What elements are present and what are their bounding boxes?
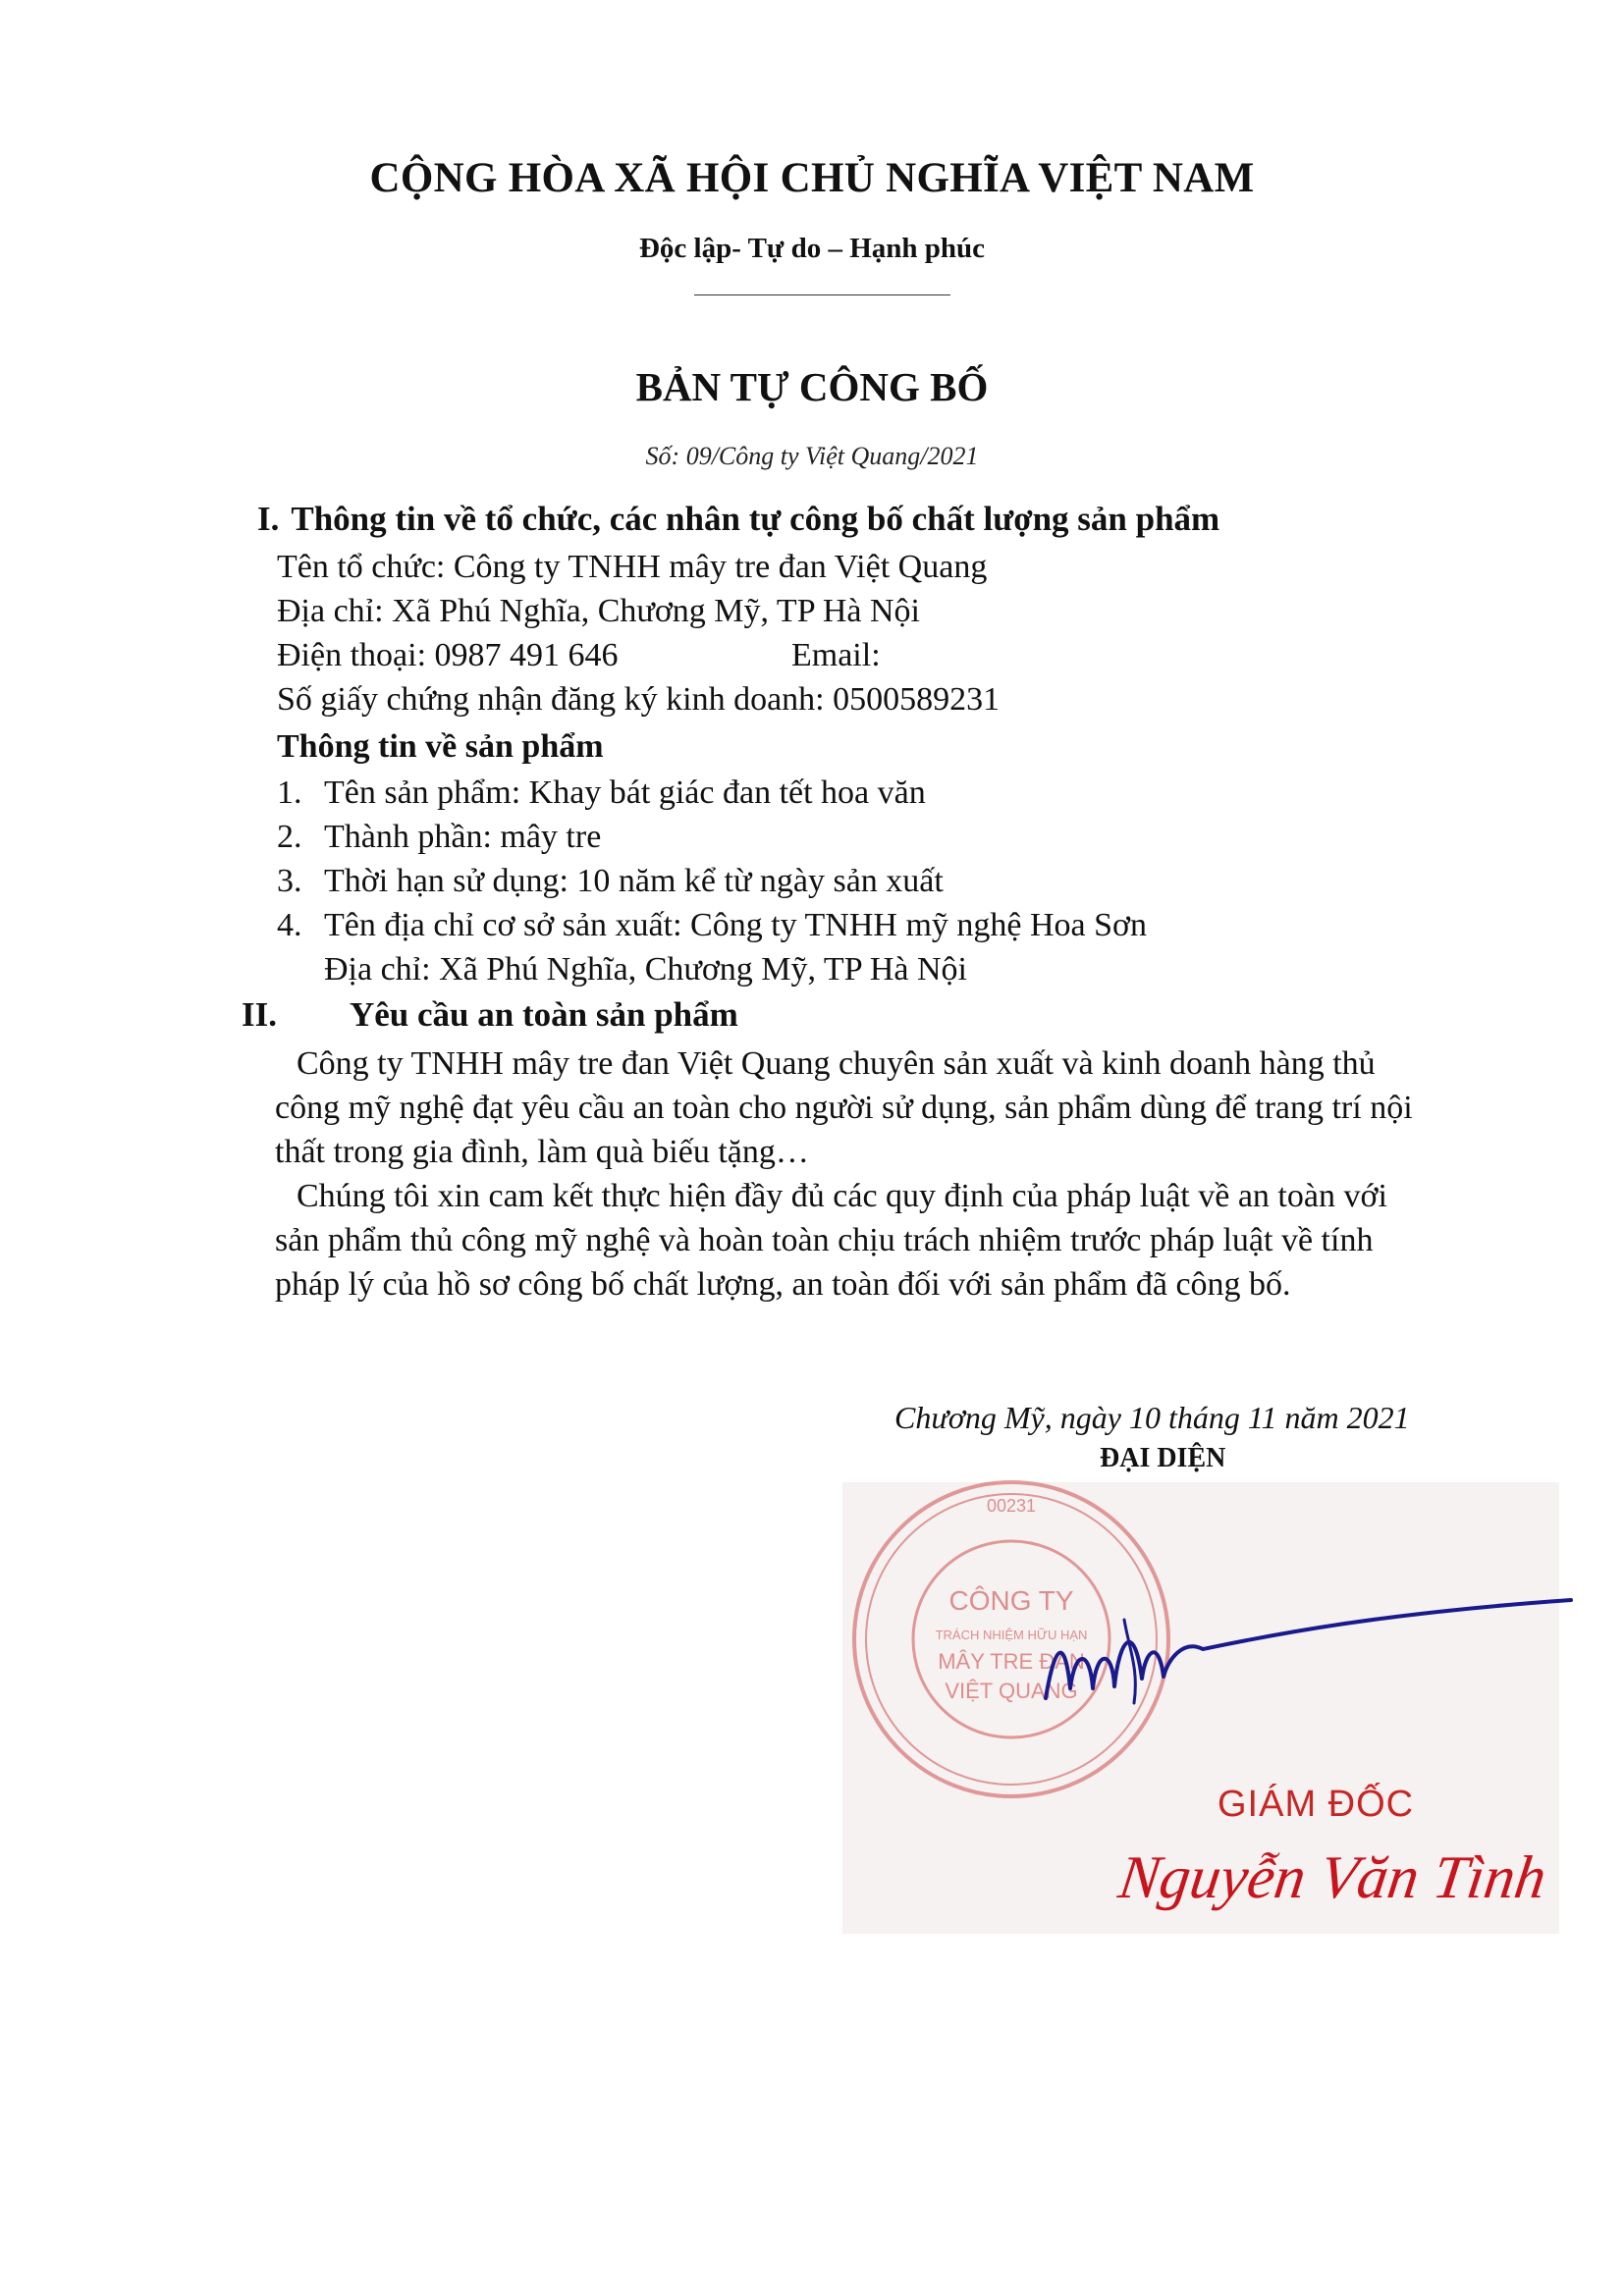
org-phone: Điện thoại: 0987 491 646 bbox=[277, 637, 619, 673]
safety-paragraph-1: Công ty TNHH mây tre đan Việt Quang chuyên sản xuất và kinh doanh hàng thủ công mỹ nghệ đạt yêu cầu an toàn cho người sử dụng, sản phẩm dùng để trang trí nội thất trong gia đình, làm quà biếu tặng… bbox=[275, 1045, 1413, 1170]
list-item: Thành phần: mây tre bbox=[324, 819, 602, 855]
commitment-paragraph: Chúng tôi xin cam kết thực hiện đầy đủ các quy định của pháp luật về an toàn với sản phẩm thủ công mỹ nghệ và hoàn toàn chịu trách nhiệm trước pháp luật về tính pháp lý của hồ sơ công bố chất lượng, an toàn đối với sản phẩm đã công bố. bbox=[275, 1178, 1387, 1303]
signing-place-date: Chương Mỹ, ngày 10 tháng 11 năm 2021 bbox=[894, 1400, 1410, 1435]
seal-line-1: CÔNG TY bbox=[948, 1585, 1074, 1616]
section-2-number: II. bbox=[242, 995, 277, 1034]
list-item: Thời hạn sử dụng: 10 năm kể từ ngày sản xuất bbox=[324, 863, 944, 899]
list-item: Tên địa chỉ cơ sở sản xuất: Công ty TNHH mỹ nghệ Hoa Sơn bbox=[324, 907, 1148, 943]
list-item-number: 3. bbox=[277, 863, 302, 899]
list-item-number: 1. bbox=[277, 774, 302, 811]
handwritten-signature bbox=[1036, 1580, 1586, 1728]
section-1-title: Thông tin về tổ chức, các nhân tự công bố chất lượng sản phẩm bbox=[291, 500, 1220, 538]
motto-divider bbox=[694, 294, 950, 295]
seal-registration-text: 00231 bbox=[986, 1496, 1037, 1516]
nation-title: CỘNG HÒA XÃ HỘI CHỦ NGHĨA VIỆT NAM bbox=[369, 155, 1255, 201]
seal-line-2: TRÁCH NHIỆM HỮU HẠN bbox=[935, 1628, 1088, 1642]
document-title: BẢN TỰ CÔNG BỐ bbox=[635, 364, 989, 409]
org-name: Tên tổ chức: Công ty TNHH mây tre đan Việt Quang bbox=[277, 549, 988, 585]
section-1-number: I. bbox=[257, 500, 280, 538]
product-info-heading: Thông tin về sản phẩm bbox=[277, 728, 604, 765]
list-item-number: 2. bbox=[277, 819, 302, 855]
director-title: GIÁM ĐỐC bbox=[1218, 1784, 1415, 1825]
signing-role: ĐẠI DIỆN bbox=[1100, 1443, 1226, 1473]
org-address: Địa chỉ: Xã Phú Nghĩa, Chương Mỹ, TP Hà Nội bbox=[277, 593, 920, 629]
list-item: Tên sản phẩm: Khay bát giác đan tết hoa văn bbox=[324, 774, 926, 811]
org-license: Số giấy chứng nhận đăng ký kinh doanh: 0500589231 bbox=[277, 681, 1001, 718]
seal-line-4: VIỆT QUANG bbox=[945, 1679, 1078, 1703]
producer-address: Địa chỉ: Xã Phú Nghĩa, Chương Mỹ, TP Hà Nội bbox=[324, 951, 967, 988]
org-email: Email: bbox=[791, 637, 881, 673]
list-item-number: 4. bbox=[277, 907, 302, 943]
section-2-title: Yêu cầu an toàn sản phẩm bbox=[350, 995, 738, 1034]
document-number: Số: 09/Công ty Việt Quang/2021 bbox=[645, 442, 979, 470]
motto: Độc lập- Tự do – Hạnh phúc bbox=[638, 233, 986, 264]
seal-line-3: MÂY TRE ĐAN bbox=[938, 1649, 1085, 1674]
director-name: Nguyễn Văn Tình bbox=[1114, 1844, 1550, 1911]
section-1-heading bbox=[257, 500, 1219, 539]
